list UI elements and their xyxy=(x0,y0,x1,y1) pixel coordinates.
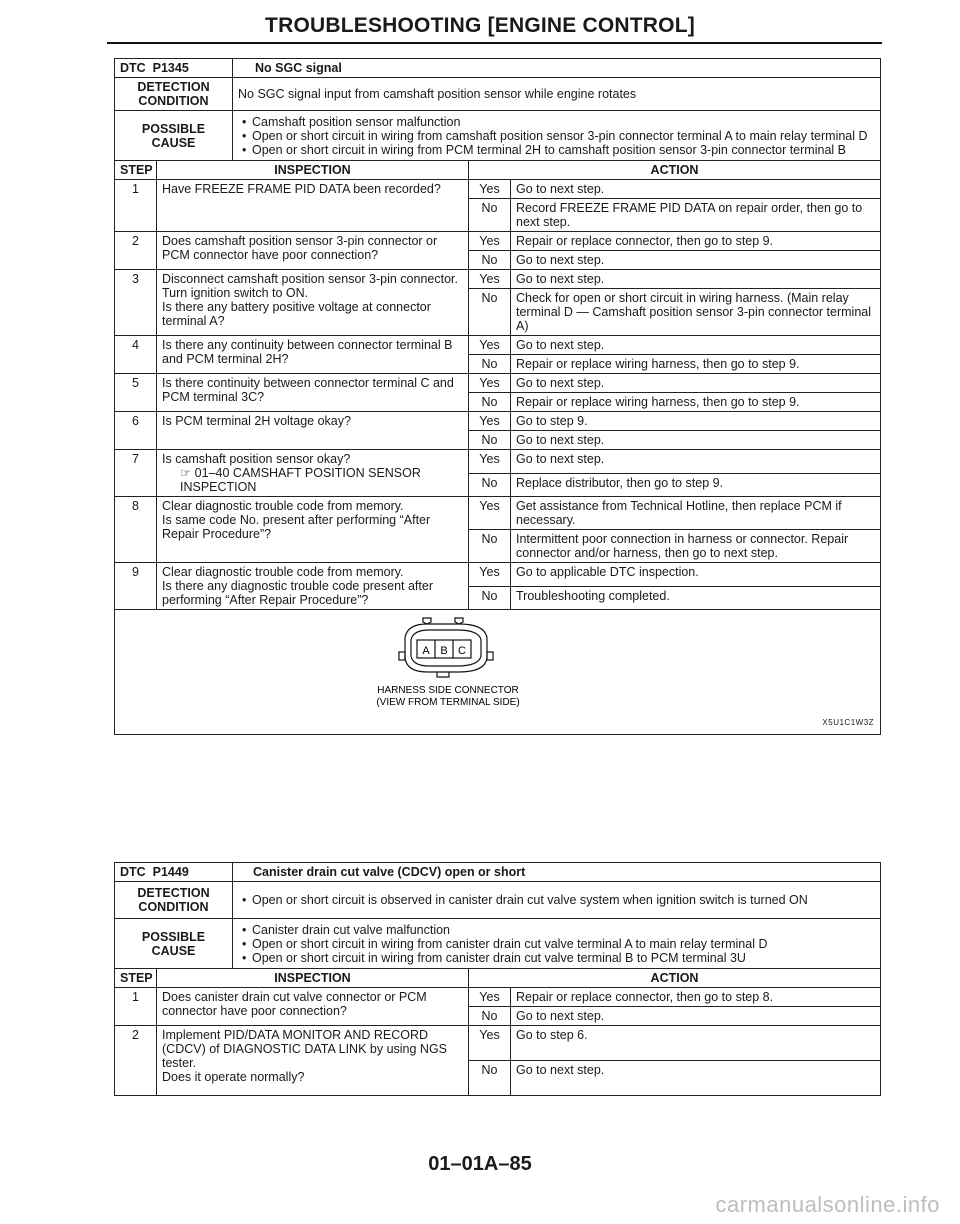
connector-diagram xyxy=(115,610,879,730)
page-number: 01–01A–85 xyxy=(428,1153,532,1175)
connector-key xyxy=(437,672,449,677)
no-action: Go to next step. xyxy=(511,251,881,270)
dtc-title-row xyxy=(115,863,881,882)
step-number: 1 xyxy=(115,988,157,1026)
no-label: No xyxy=(469,431,511,450)
no-action: Check for open or short circuit in wiring harness. (Main relay terminal D — Camshaft position sensor 3-pin connector terminal A) xyxy=(511,289,881,336)
yes-action: Repair or replace connector, then go to step 9. xyxy=(511,232,881,251)
no-label: No xyxy=(469,586,511,610)
no-action: Go to next step. xyxy=(511,1061,881,1096)
detection-row xyxy=(115,78,881,111)
diagram-caption-sub: (VIEW FROM TERMINAL SIDE) xyxy=(376,697,520,708)
no-label: No xyxy=(469,1061,511,1096)
dtc-title-row xyxy=(115,59,881,78)
step-number: 1 xyxy=(115,180,157,232)
step-number: 3 xyxy=(115,270,157,336)
step-inspection: Disconnect camshaft position sensor 3-pin connector. Turn ignition switch to ON. Is there any battery positive voltage at connector terminal A? xyxy=(157,270,469,336)
col-step: STEP xyxy=(115,969,157,988)
step-inspection: Is there any continuity between connector terminal B and PCM terminal 2H? xyxy=(157,336,469,374)
no-action: Repair or replace wiring harness, then go to step 9. xyxy=(511,355,881,374)
yes-label: Yes xyxy=(469,412,511,431)
yes-label: Yes xyxy=(469,563,511,587)
column-header-row xyxy=(115,969,881,988)
connector-latch-right xyxy=(455,618,463,624)
no-action: Repair or replace wiring harness, then go to step 9. xyxy=(511,393,881,412)
step-number: 8 xyxy=(115,497,157,563)
connector-diagram-cell xyxy=(115,610,881,735)
step-inspection: Clear diagnostic trouble code from memory. Is same code No. present after performing “After Repair Procedure”? xyxy=(157,497,469,563)
no-label: No xyxy=(469,393,511,412)
step-number: 2 xyxy=(115,1026,157,1096)
pin-b-label: B xyxy=(440,645,448,657)
connector-lock-left xyxy=(399,652,405,660)
no-label: No xyxy=(469,251,511,270)
cause-label: POSSIBLE CAUSE xyxy=(115,919,233,969)
col-action: ACTION xyxy=(469,161,881,180)
no-label: No xyxy=(469,473,511,497)
cause-item: • Open or short circuit in wiring from PCM terminal 2H to camshaft position sensor 3-pin connector terminal B xyxy=(238,143,875,157)
dtc-title: No SGC signal xyxy=(233,59,881,78)
yes-label: Yes xyxy=(469,232,511,251)
detection-label: DETECTION CONDITION xyxy=(115,78,233,111)
col-action: ACTION xyxy=(469,969,881,988)
step-row xyxy=(115,450,881,474)
detection-text: • Open or short circuit is observed in canister drain cut valve system when ignition switch is turned ON xyxy=(238,893,875,907)
step-number: 2 xyxy=(115,232,157,270)
pin-a-label: A xyxy=(422,645,430,657)
step-inspection: Is PCM terminal 2H voltage okay? xyxy=(157,412,469,450)
yes-action: Repair or replace connector, then go to step 8. xyxy=(511,988,881,1007)
page-title: TROUBLESHOOTING [ENGINE CONTROL] xyxy=(265,14,695,37)
no-action: Intermittent poor connection in harness or connector. Repair connector and/or harness, then go to next step. xyxy=(511,530,881,563)
step-row xyxy=(115,412,881,431)
yes-label: Yes xyxy=(469,988,511,1007)
step-number: 6 xyxy=(115,412,157,450)
yes-label: Yes xyxy=(469,450,511,474)
step-number: 5 xyxy=(115,374,157,412)
yes-label: Yes xyxy=(469,1026,511,1061)
yes-action: Go to step 9. xyxy=(511,412,881,431)
detection-text: No SGC signal input from camshaft position sensor while engine rotates xyxy=(233,78,881,111)
step-row xyxy=(115,336,881,355)
detection-row xyxy=(115,882,881,919)
yes-action: Go to next step. xyxy=(511,374,881,393)
no-action: Go to next step. xyxy=(511,431,881,450)
col-step: STEP xyxy=(115,161,157,180)
no-action: Record FREEZE FRAME PID DATA on repair order, then go to next step. xyxy=(511,199,881,232)
cause-list xyxy=(233,111,881,161)
step-row xyxy=(115,497,881,530)
cause-item: • Camshaft position sensor malfunction xyxy=(238,115,875,129)
no-label: No xyxy=(469,530,511,563)
cause-item: • Open or short circuit in wiring from canister drain cut valve terminal A to main relay terminal D xyxy=(238,937,875,951)
step-row xyxy=(115,374,881,393)
step-inspection-cell xyxy=(157,450,469,497)
step-number: 9 xyxy=(115,563,157,610)
cause-row xyxy=(115,919,881,969)
yes-label: Yes xyxy=(469,497,511,530)
no-action: Go to next step. xyxy=(511,1007,881,1026)
step-inspection: Clear diagnostic trouble code from memory. Is there any diagnostic trouble code present after performing “After Repair Procedure”? xyxy=(157,563,469,610)
step-number: 7 xyxy=(115,450,157,497)
yes-action: Go to next step. xyxy=(511,450,881,474)
step-row xyxy=(115,232,881,251)
figure-code: X5U1C1W3Z xyxy=(822,718,875,727)
no-label: No xyxy=(469,355,511,374)
column-header-row xyxy=(115,161,881,180)
yes-action: Get assistance from Technical Hotline, then replace PCM if necessary. xyxy=(511,497,881,530)
yes-action: Go to applicable DTC inspection. xyxy=(511,563,881,587)
no-label: No xyxy=(469,1007,511,1026)
no-action: Troubleshooting completed. xyxy=(511,586,881,610)
no-label: No xyxy=(469,289,511,336)
cause-label: POSSIBLE CAUSE xyxy=(115,111,233,161)
step-row xyxy=(115,1026,881,1061)
yes-action: Go to step 6. xyxy=(511,1026,881,1061)
step-row xyxy=(115,563,881,587)
watermark: carmanualsonline.info xyxy=(715,1192,940,1217)
yes-action: Go to next step. xyxy=(511,336,881,355)
dtc-p1345-table xyxy=(114,58,881,735)
cause-list xyxy=(233,919,881,969)
yes-action: Go to next step. xyxy=(511,180,881,199)
dtc-p1449-table xyxy=(114,862,881,1096)
yes-label: Yes xyxy=(469,336,511,355)
step-inspection: Does canister drain cut valve connector or PCM connector have poor connection? xyxy=(157,988,469,1026)
step-row xyxy=(115,180,881,199)
step-inspection: Implement PID/DATA MONITOR AND RECORD (CDCV) of DIAGNOSTIC DATA LINK by using NGS tester. Does it operate normally? xyxy=(157,1026,469,1096)
cause-row xyxy=(115,111,881,161)
inspection-reference: ☞ 01–40 CAMSHAFT POSITION SENSOR INSPECTION xyxy=(180,466,421,494)
step-inspection: Does camshaft position sensor 3-pin connector or PCM connector have poor connection? xyxy=(157,232,469,270)
yes-label: Yes xyxy=(469,270,511,289)
step-inspection: Is camshaft position sensor okay? xyxy=(162,452,351,466)
dtc-title: Canister drain cut valve (CDCV) open or short xyxy=(233,863,881,882)
cause-item: • Canister drain cut valve malfunction xyxy=(238,923,875,937)
col-inspection: INSPECTION xyxy=(157,161,469,180)
dtc-code: DTC P1345 xyxy=(115,59,233,78)
pin-c-label: C xyxy=(458,645,466,657)
connector-lock-right xyxy=(487,652,493,660)
diagram-caption: HARNESS SIDE CONNECTOR xyxy=(377,685,519,696)
detection-label: DETECTION CONDITION xyxy=(115,882,233,919)
detection-cell xyxy=(233,882,881,919)
connector-latch-left xyxy=(423,618,431,624)
no-action: Replace distributor, then go to step 9. xyxy=(511,473,881,497)
dtc-code: DTC P1449 xyxy=(115,863,233,882)
yes-label: Yes xyxy=(469,180,511,199)
cause-item: • Open or short circuit in wiring from camshaft position sensor 3-pin connector terminal A to main relay terminal D xyxy=(238,129,875,143)
yes-action: Go to next step. xyxy=(511,270,881,289)
step-number: 4 xyxy=(115,336,157,374)
col-inspection: INSPECTION xyxy=(157,969,469,988)
step-row xyxy=(115,270,881,289)
step-row xyxy=(115,988,881,1007)
diagram-row xyxy=(115,610,881,735)
step-inspection: Is there continuity between connector terminal C and PCM terminal 3C? xyxy=(157,374,469,412)
step-inspection: Have FREEZE FRAME PID DATA been recorded? xyxy=(157,180,469,232)
cause-item: • Open or short circuit in wiring from canister drain cut valve terminal B to PCM terminal 3U xyxy=(238,951,875,965)
header-rule xyxy=(107,42,882,44)
no-label: No xyxy=(469,199,511,232)
yes-label: Yes xyxy=(469,374,511,393)
